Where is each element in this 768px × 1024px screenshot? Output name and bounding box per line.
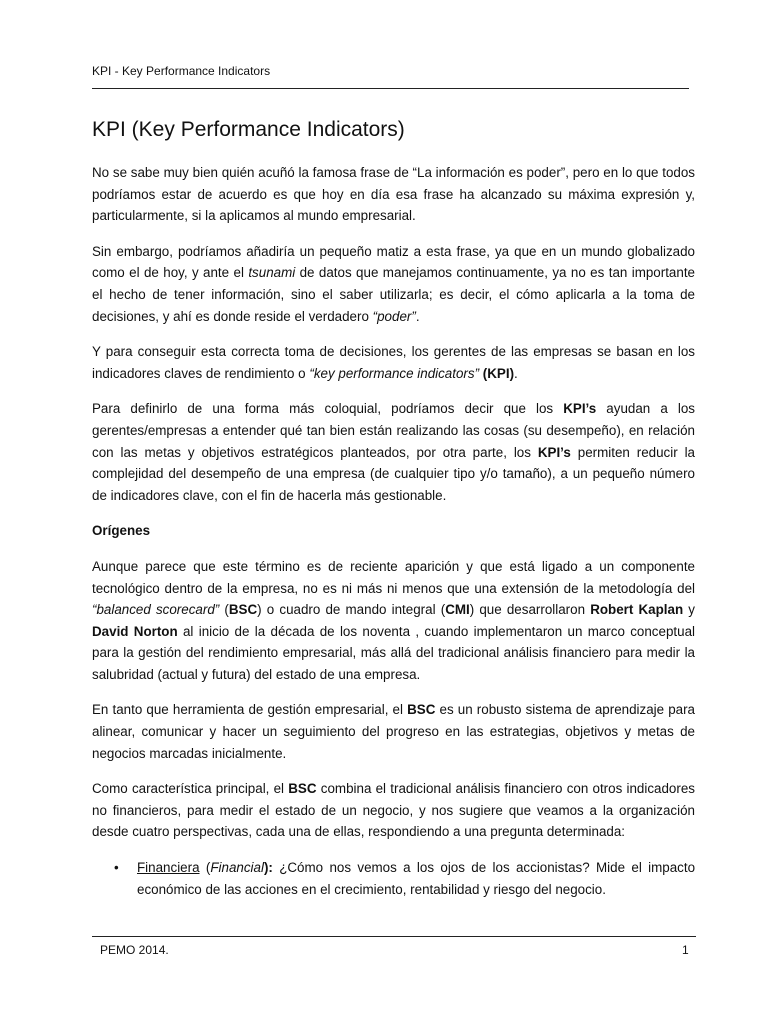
paragraph-intro: No se sabe muy bien quién acuñó la famosa frase de “La información es poder”, pero en lo que todos podríamos estar de acuerdo es que hoy en día esa frase ha alcanzado su máxima expresión y, particularmente, si la aplicamos al mundo empresarial. <box>92 165 695 224</box>
section-heading-origins: Orígenes <box>92 523 151 539</box>
footer-rule <box>92 936 696 937</box>
page-title: KPI (Key Performance Indicators) <box>92 118 405 141</box>
page-number: 1 <box>682 943 689 957</box>
running-header: KPI - Key Performance Indicators <box>92 64 271 78</box>
kpi-acronym: (KPI) <box>482 365 515 381</box>
paragraph-power: Sin embargo, podríamos añadiría un pequeño matiz a esta frase, ya que en un mundo globalizado como el de hoy, y ante el tsunami de datos que manejamos continuamente, ya no es tan importante el hecho de tener información, sino el saber utilizarla; es decir, el cómo aplicarla a la toma de decisiones, y ahí es donde reside el verdadero “poder”. <box>92 243 695 324</box>
list-item: • Financiera (Financial): ¿Cómo nos vemos a los ojos de los accionistas? Mide el impacto económico de las acciones en el crecimiento, rentabilidad y riesgo del negocio. <box>92 857 695 900</box>
paragraph-kpi-definition: Y para conseguir esta correcta toma de decisiones, los gerentes de las empresas se basan en los indicadores claves de rendimiento o “key performance indicators” (KPI). <box>92 344 695 381</box>
perspectives-list <box>92 857 695 900</box>
poder-term: “poder” <box>372 308 416 324</box>
paragraph-bsc-perspectives: Como característica principal, el BSC combina el tradicional análisis financiero con otros indicadores no financieros, para medir el estado de un negocio, y nos sugiere que veamos a la organización desde cuatro perspectivas, cada una de ellas, respondiendo a una pregunta determinada: <box>92 781 695 840</box>
bsc-english-term: “balanced scorecard” <box>92 602 220 618</box>
tsunami-term: tsunami <box>248 265 296 281</box>
document-body <box>92 162 695 900</box>
footer-text: PEMO 2014. <box>100 943 169 957</box>
author-norton: David Norton <box>92 623 178 639</box>
paragraph-colloquial: Para definirlo de una forma más coloquial, podríamos decir que los KPI’s ayudan a los gerentes/empresas a entender qué tan bien están realizando las cosas (su desempeño), en relación con las metas y objetivos estratégicos planteados, por otra parte, los KPI’s permiten reducir la complejidad del desempeño de una empresa (de cualquier tipo y/o tamaño), a un pequeño número de indicadores clave, con el fin de hacerla más gestionable. <box>92 401 695 503</box>
author-kaplan: Robert Kaplan <box>590 602 684 618</box>
header-rule <box>92 88 689 89</box>
financiera-label: Financiera <box>137 860 200 876</box>
paragraph-bsc-tool: En tanto que herramienta de gestión empresarial, el BSC es un robusto sistema de aprendizaje para alinear, comunicar y hacer un seguimiento del progreso en las estrategias, objetivos y metas de negocios marcadas inicialmente. <box>92 702 696 761</box>
paragraph-origins: Aunque parece que este término es de reciente aparición y que está ligado a un componente tecnológico dentro de la empresa, no es ni más ni menos que una extensión de la metodología del “balanced scorecard” (BSC) o cuadro de mando integral (CMI) que desarrollaron Robert Kaplan y David Norton al inicio de la década de los noventa , cuando implementaron un marco conceptual para la gestión del rendimiento empresarial, más allá del tradicional análisis financiero para medir la salubridad (actual y futura) del estado de una empresa. <box>92 558 695 682</box>
bullet-icon: • <box>114 860 119 876</box>
kpi-english-term: “key performance indicators” <box>309 365 480 381</box>
